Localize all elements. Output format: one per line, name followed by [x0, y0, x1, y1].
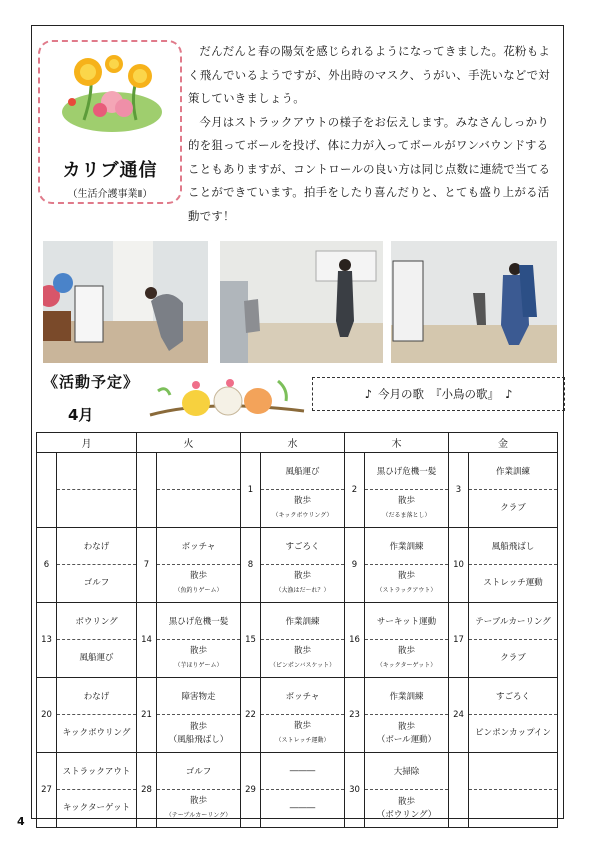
afternoon-activity: キックターゲット [62, 803, 131, 813]
activity-photo-2 [220, 241, 383, 363]
calendar-date: 8 [241, 528, 261, 603]
morning-activity: 作業訓練 [365, 678, 448, 715]
calendar-week-row [37, 528, 558, 603]
intro-text [188, 40, 558, 228]
day-header-wed: 水 [241, 433, 345, 453]
afternoon-activity-wrap [63, 803, 130, 814]
afternoon-activity-wrap [174, 571, 222, 596]
morning-activity: サーキット運動 [365, 603, 448, 640]
calendar-date: 13 [37, 603, 57, 678]
activity-note: （キックターゲット） [376, 662, 437, 669]
schedule-month: 4月 [68, 406, 94, 424]
morning-activity: 風船飛ばし [469, 528, 557, 565]
morning-activity [57, 453, 136, 490]
activity-note: （魚釣りゲーム） [174, 587, 223, 594]
calendar-day-cell [469, 603, 558, 678]
calendar-header-row [37, 433, 558, 453]
calendar-day-cell [261, 753, 345, 828]
calendar-date: 29 [241, 753, 261, 828]
calendar-date: 27 [37, 753, 57, 828]
calendar-date: 7 [137, 528, 157, 603]
afternoon-activity-cell [157, 790, 240, 827]
activity-note: （キックボウリング） [272, 512, 333, 519]
morning-activity: 障害物走 [157, 678, 240, 715]
calendar-date: 17 [449, 603, 469, 678]
calendar-date: 3 [449, 453, 469, 528]
afternoon-activity: 散歩 [189, 646, 207, 656]
calendar-date: 20 [37, 678, 57, 753]
calendar-date [137, 453, 157, 528]
activity-note: （テーブルカーリング） [165, 812, 232, 819]
afternoon-activity: キックボウリング [62, 728, 131, 738]
calendar-date: 14 [137, 603, 157, 678]
intro-paragraph-2: 今月はストラックアウトの様子をお伝えします。みなさんしっかり的を狙ってボールを投げ、体に力が入ってボールがワンバウンドすることもありますが、コントロールの良い方は同じ点数に連続で当てることができています。拍手をしたり喜んだりと、とても盛り上がる活動です！ [188, 114, 551, 223]
activity-photo-3 [391, 241, 557, 363]
afternoon-activity-cell [57, 490, 136, 527]
afternoon-activity-wrap [273, 496, 333, 521]
calendar-date [37, 453, 57, 528]
calendar-date: 2 [345, 453, 365, 528]
morning-activity: ストラックアウト [57, 753, 136, 790]
activity-calendar [36, 432, 558, 828]
afternoon-activity-cell [157, 640, 240, 677]
calendar-week-row [37, 453, 558, 528]
calendar-date: 15 [241, 603, 261, 678]
calendar-day-cell [57, 453, 137, 528]
activity-note: （芋ほりゲーム） [174, 662, 223, 669]
activity-note: （大漁はだ～れ？） [275, 587, 330, 594]
afternoon-activity-cell [365, 640, 448, 677]
calendar-date: 22 [241, 678, 261, 753]
afternoon-activity: クラブ [500, 503, 526, 513]
afternoon-activity: 散歩 [397, 571, 415, 581]
afternoon-activity-cell [57, 715, 136, 752]
schedule-title: 《活動予定》 [43, 373, 140, 391]
afternoon-activity: ピンポンカップイン [475, 728, 551, 738]
calendar-date: 16 [345, 603, 365, 678]
song-of-the-month [312, 377, 565, 411]
calendar-day-cell [57, 603, 137, 678]
afternoon-activity-wrap [270, 646, 335, 671]
afternoon-activity: 散歩 [397, 796, 415, 807]
afternoon-activity-wrap [475, 728, 551, 739]
morning-activity: 黒ひげ危機一髪 [157, 603, 240, 640]
calendar-day-cell [57, 678, 137, 753]
morning-activity: ――― [261, 753, 344, 790]
afternoon-activity: 散歩 [397, 496, 415, 506]
afternoon-activity-cell [469, 565, 557, 602]
calendar-date: 23 [345, 678, 365, 753]
afternoon-activity: ゴルフ [83, 578, 110, 588]
calendar-day-cell [469, 753, 558, 828]
afternoon-activity-cell [261, 640, 344, 677]
afternoon-activity-wrap [377, 722, 436, 746]
newsletter-badge [38, 40, 182, 204]
afternoon-activity-cell [365, 715, 448, 752]
morning-activity: 黒ひげ危機一髪 [365, 453, 448, 490]
day-header-fri: 金 [449, 433, 558, 453]
afternoon-activity-wrap [500, 503, 526, 514]
afternoon-activity-wrap [166, 796, 232, 821]
afternoon-activity-wrap [483, 578, 542, 589]
afternoon-activity-wrap [79, 653, 113, 664]
morning-activity: ボッチャ [157, 528, 240, 565]
calendar-week-row [37, 603, 558, 678]
afternoon-activity-cell [261, 790, 344, 827]
afternoon-activity-wrap [276, 721, 330, 746]
calendar-day-cell [365, 603, 449, 678]
afternoon-activity-cell [469, 715, 557, 752]
morning-activity: 作業訓練 [469, 453, 557, 490]
page-number: 4 [17, 815, 25, 828]
calendar-week-row [37, 753, 558, 828]
afternoon-activity-wrap [84, 578, 110, 589]
afternoon-activity: 風船運び [79, 653, 114, 663]
activity-note: （ストレッチ運動） [275, 737, 330, 744]
afternoon-activity-cell [57, 790, 136, 827]
afternoon-activity-wrap [377, 646, 437, 671]
calendar-day-cell [261, 453, 345, 528]
morning-activity: わなげ [57, 528, 136, 565]
newsletter-subtitle: （生活介護事業Ⅱ） [67, 189, 153, 200]
afternoon-activity-cell [157, 565, 240, 602]
afternoon-activity-wrap [290, 803, 316, 814]
afternoon-activity-cell [261, 490, 344, 527]
afternoon-activity-cell [469, 790, 557, 827]
morning-activity: 作業訓練 [261, 603, 344, 640]
morning-activity: 大掃除 [365, 753, 448, 790]
calendar-day-cell [469, 678, 558, 753]
dandelion-illustration [54, 50, 170, 146]
morning-activity [157, 453, 240, 490]
afternoon-activity-wrap [275, 571, 329, 596]
afternoon-activity-cell [469, 490, 557, 527]
day-header-thu: 木 [345, 433, 449, 453]
calendar-day-cell [157, 528, 241, 603]
calendar-day-cell [157, 678, 241, 753]
afternoon-activity: 散歩 [293, 646, 311, 656]
birds-illustration [148, 371, 306, 425]
activity-note: （ストラックアウト） [376, 587, 437, 594]
activity-note: （だるま落とし） [382, 512, 431, 519]
afternoon-activity-wrap [500, 653, 526, 664]
music-note-icon: ♪ [505, 387, 513, 401]
song-label: 今月の歌 [378, 387, 424, 401]
afternoon-activity-wrap [377, 571, 437, 596]
song-title: 『小鳥の歌』 [430, 387, 499, 401]
afternoon-activity-cell [261, 715, 344, 752]
calendar-day-cell [469, 453, 558, 528]
calendar-day-cell [157, 453, 241, 528]
afternoon-activity-wrap [382, 496, 430, 521]
calendar-date: 30 [345, 753, 365, 828]
morning-activity: 風船運び [261, 453, 344, 490]
afternoon-activity: 散歩 [293, 571, 311, 581]
calendar-date: 24 [449, 678, 469, 753]
morning-activity: テーブルカーリング [469, 603, 557, 640]
calendar-day-cell [261, 678, 345, 753]
afternoon-activity-wrap [174, 646, 222, 671]
activity-note: （ピンポンバスケット） [269, 662, 336, 669]
calendar-day-cell [261, 603, 345, 678]
calendar-date: 6 [37, 528, 57, 603]
activity-note: （ボール運動） [376, 734, 437, 745]
day-header-tue: 火 [137, 433, 241, 453]
calendar-day-cell [57, 528, 137, 603]
morning-activity: 作業訓練 [365, 528, 448, 565]
calendar-date: 1 [241, 453, 261, 528]
afternoon-activity-cell [57, 565, 136, 602]
afternoon-activity: 散歩 [397, 646, 415, 656]
afternoon-activity-wrap [63, 728, 131, 739]
afternoon-activity: 散歩 [397, 721, 415, 732]
afternoon-activity-cell [157, 490, 240, 527]
afternoon-activity-cell [157, 715, 240, 752]
afternoon-activity: 散歩 [189, 721, 207, 732]
morning-activity: ボウリング [57, 603, 136, 640]
activity-note: （風船飛ばし） [168, 734, 229, 745]
calendar-day-cell [365, 678, 449, 753]
afternoon-activity-wrap [169, 722, 229, 746]
calendar-date: 28 [137, 753, 157, 828]
calendar-date: 10 [449, 528, 469, 603]
calendar-day-cell [469, 528, 558, 603]
afternoon-activity: ――― [289, 803, 316, 813]
afternoon-activity-cell [365, 565, 448, 602]
calendar-day-cell [365, 453, 449, 528]
morning-activity: ボッチャ [261, 678, 344, 715]
afternoon-activity: ストレッチ運動 [483, 578, 543, 588]
afternoon-activity: 散歩 [189, 796, 207, 806]
afternoon-activity-cell [365, 790, 448, 827]
intro-paragraph-1: だんだんと春の陽気を感じられるようになってきました。花粉もよく飛んでいるようですが、外出時のマスク、うがい、手洗いなどで対策していきましょう。 [188, 44, 551, 105]
calendar-week-row [37, 678, 558, 753]
activity-note: （ボウリング） [376, 809, 437, 820]
afternoon-activity-cell [57, 640, 136, 677]
calendar-date [449, 753, 469, 828]
calendar-day-cell [365, 753, 449, 828]
morning-activity: すごろく [469, 678, 557, 715]
afternoon-activity-cell [365, 490, 448, 527]
afternoon-activity-wrap [377, 797, 437, 821]
afternoon-activity-cell [469, 640, 557, 677]
morning-activity: ゴルフ [157, 753, 240, 790]
calendar-day-cell [365, 528, 449, 603]
calendar-date: 9 [345, 528, 365, 603]
calendar-date: 21 [137, 678, 157, 753]
afternoon-activity: クラブ [500, 653, 526, 663]
morning-activity: わなげ [57, 678, 136, 715]
calendar-day-cell [157, 753, 241, 828]
morning-activity [469, 753, 557, 790]
calendar-day-cell [261, 528, 345, 603]
newsletter-title: カリブ通信 [62, 160, 158, 181]
afternoon-activity: 散歩 [293, 721, 311, 731]
morning-activity: すごろく [261, 528, 344, 565]
day-header-mon: 月 [37, 433, 137, 453]
calendar-day-cell [157, 603, 241, 678]
calendar-day-cell [57, 753, 137, 828]
afternoon-activity: 散歩 [293, 496, 311, 506]
afternoon-activity-cell [261, 565, 344, 602]
activity-photo-1 [43, 241, 208, 363]
music-note-icon: ♪ [364, 387, 372, 401]
afternoon-activity: 散歩 [189, 571, 207, 581]
